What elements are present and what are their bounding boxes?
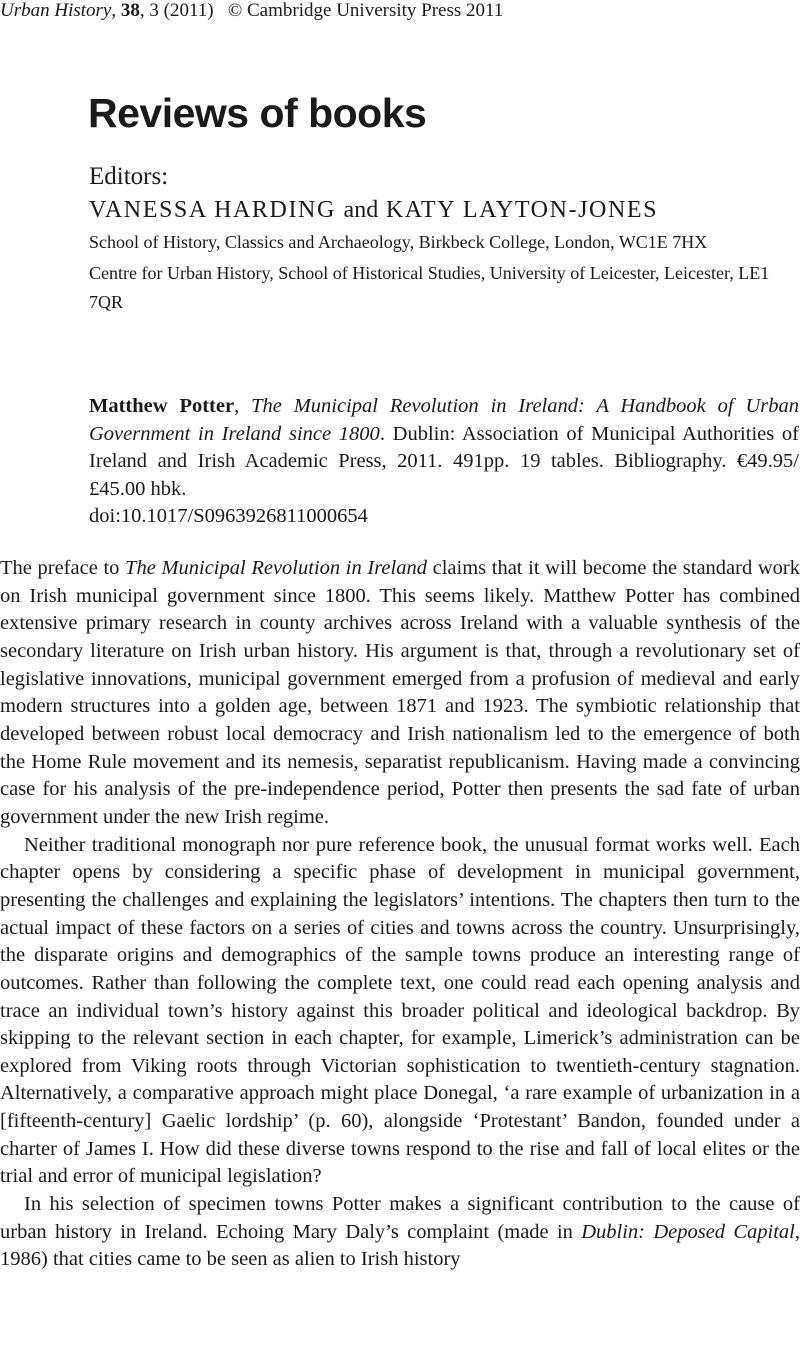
book-citation: Matthew Potter, The Municipal Revolution in Ireland: A Handbook of Urban Government in Ireland since 1800. Dublin: Association of Municipal Authorities of Ireland and Irish Academic Press, 2011. 491pp. 19 tables. Bibliography. €49.95/£45.00 hbk. doi:10.1017/S0963926811000654 <box>89 393 799 531</box>
editor-name-1: VANESSA HARDING <box>89 197 336 223</box>
journal-volume: 38 <box>120 0 140 21</box>
editor-affiliation-1: School of History, Classics and Archaeology, Birkbeck College, London, WC1E 7HX <box>89 232 708 252</box>
volume-sep: , <box>111 0 121 21</box>
book-doi: doi:10.1017/S0963926811000654 <box>89 505 368 527</box>
paragraph-3-text-b: , 1986) that cities came to be seen as alien to Irish history <box>0 1220 800 1271</box>
section-title: Reviews of books <box>88 90 427 136</box>
book-author: Matthew Potter <box>89 395 235 417</box>
paragraph-2: Neither traditional monograph nor pure reference book, the unusual format works well. Each chapter opens by considering a specific phase of development in municipal government, presenting the challenges and explaining the legislators’ intentions. The chapters then turn to the actual impact of these factors on a series of cities and towns across the country. Unsurprisingly, the disparate origins and demographics of the sample towns produce an interesting range of outcomes. Rather than following the complete text, one could read each opening analysis and trace an individual town’s history against this broader political and ideological backdrop. By skipping to the relevant section in each chapter, for example, Limerick’s administration can be explored from Viking roots through Victorian sophistication to twentieth-century stagnation. Alternatively, a comparative approach might place Donegal, ‘a rare example of urbanization in a [fifteenth-century] Gaelic lordship’ (p. 60), alongside ‘Protestant’ Bandon, founded under a charter of James I. How did these diverse towns respond to the rise and fall of local elites or the trial and error of municipal legislation? <box>0 833 800 1188</box>
review-body <box>0 555 800 1274</box>
journal-name: Urban History <box>0 0 112 21</box>
editors-block <box>89 162 789 317</box>
paragraph-1-book-title: The Municipal Revolution in Ireland <box>125 557 427 579</box>
editors-names <box>89 194 789 226</box>
paragraph-1 <box>0 555 800 832</box>
editors-and: and <box>343 197 379 223</box>
copyright-notice: © Cambridge University Press 2011 <box>227 0 504 21</box>
journal-issue-year: , 3 (2011) <box>139 0 214 21</box>
paragraph-3-book-title: Dublin: Deposed Capital <box>581 1220 795 1243</box>
paragraph-1-text-a: The preface to <box>0 557 126 579</box>
paragraph-1-text-b: claims that it will become the standard work on Irish municipal government since 1800. This seems likely. Matthew Potter has combined extensive primary research in county archives across Ireland with a valuable synthesis of the secondary literature on Irish urban history. His argument is that, through a revolutionary set of legislative innovations, municipal government emerged from a profusion of medieval and early modern structures into a golden age, between 1871 and 1923. The symbiotic relationship that developed between robust local democracy and Irish nationalism led to the emergence of both the Home Rule movement and its nemesis, separatist republicanism. Having made a convincing case for his analysis of the pre-independence period, Potter then presents the sad fate of urban government under the new Irish regime. <box>0 557 800 828</box>
editor-affiliation-2: Centre for Urban History, School of Historical Studies, University of Leicester, Leicester, LE1 7QR <box>89 263 770 312</box>
book-title: The Municipal Revolution in Ireland: A Handbook of Urban Government in Ireland since 1800 <box>89 395 800 445</box>
editor-name-2: KATY LAYTON-JONES <box>385 197 659 223</box>
paragraph-3-text-a: In his selection of specimen towns Potter makes a significant contribution to the cause of urban history in Ireland. Echoing Mary Daly’s complaint (made in <box>0 1193 800 1243</box>
paragraph-3 <box>0 1191 800 1274</box>
editors-label: Editors: <box>89 163 169 190</box>
book-publication: . Dublin: Association of Municipal Authorities of Ireland and Irish Academic Press, 2011. 491pp. 19 tables. Bibliography. €49.95/£45.00 hbk. <box>89 422 799 500</box>
running-head <box>0 0 560 22</box>
